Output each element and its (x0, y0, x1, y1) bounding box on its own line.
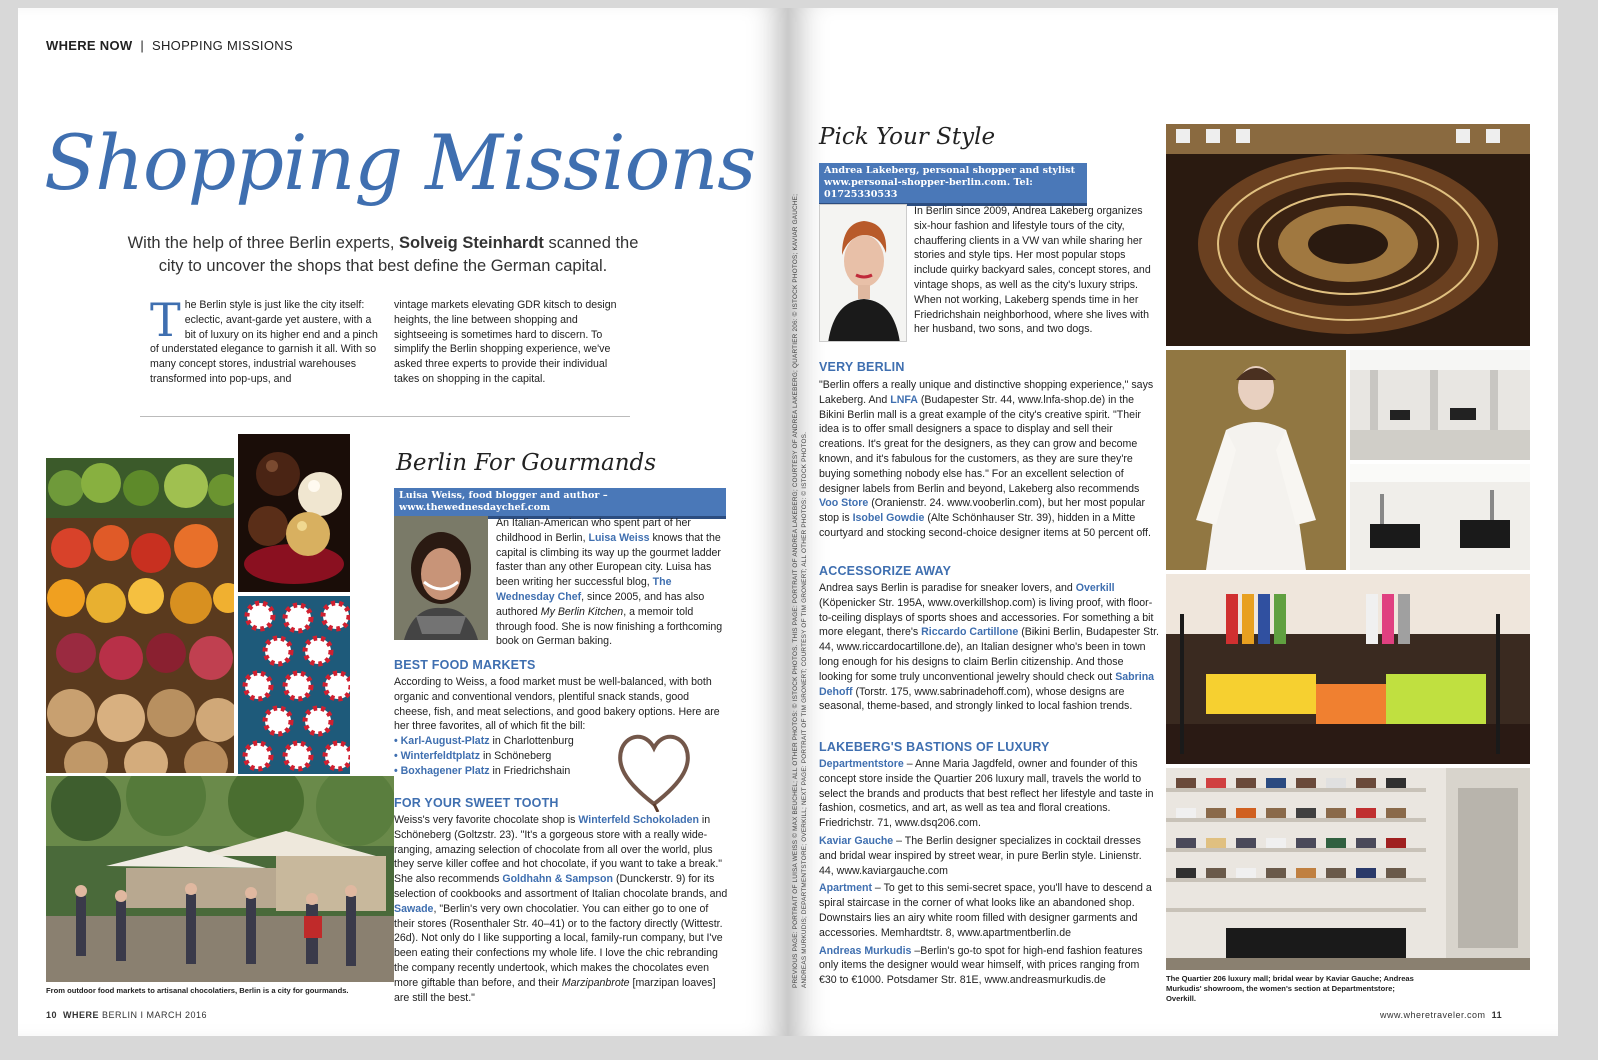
market-name: • Boxhagener Platz (394, 764, 490, 777)
truffles-illustration (238, 434, 350, 592)
footer-issue: BERLIN I MARCH 2016 (99, 1010, 208, 1020)
market-item[interactable] (394, 749, 624, 764)
markets-list (394, 734, 624, 778)
sweet-heading: FOR YOUR SWEET TOOTH (394, 796, 559, 810)
sweet-text-5: [marzipan loaves] are still the best." (394, 976, 716, 1004)
womens-section-illustration (1350, 464, 1530, 570)
luxury-item-apartment (819, 881, 1159, 940)
sweet-text (394, 813, 728, 1005)
outdoor-market-photo (46, 776, 394, 982)
luisa-portrait (394, 516, 488, 640)
sabrina-link[interactable]: Sabrina Dehoff (819, 670, 1155, 698)
quartier-206-illustration (1166, 124, 1530, 346)
apartment-text: – To get to this semi-secret space, you'll have to descend a spiral staircase in the corner of what looks like an abandoned shop. Downstairs lies an airy white room filled with designer garments and accessories. Memhardtstr. 8, www.apartmentberlin.de (819, 882, 1152, 939)
overkill-illustration (1166, 768, 1530, 970)
acc-text-3: (Bikini Berlin, Budapester Str. 44, www.riccardocartillone.de), an Italian designer who's been in town long enough for his designs to claim Berlin citizenship. And those looking for some truly unconventional jewelry should check out (819, 626, 1160, 683)
market-item[interactable] (394, 764, 624, 779)
market-item[interactable] (394, 734, 624, 749)
overkill-photo (1166, 768, 1530, 970)
intro-column-2: vintage markets elevating GDR kitsch to design heights, the line between shopping and sightseeing is sometimes hard to discern. To simplify the Berlin shopping experience, we've asked three experts to provide their individual takes on shopping in the capital. (394, 299, 617, 385)
luisa-text-4: , a memoir told through food. She is now finishing a forthcoming book on German baking. (496, 605, 723, 648)
blog-link[interactable]: The Wednesday Chef (496, 576, 672, 603)
riccardo-link[interactable]: Riccardo Cartillone (921, 626, 1019, 639)
gourmands-title: Berlin For Gourmands (396, 450, 657, 476)
departmentstore-photo (1166, 574, 1530, 764)
very-text-2: (Budapester Str. 44, www.lnfa-shop.de) in the Bikini Berlin mall is a great example of the city's creative spirit. "Their idea is to offer small designers a space to display and sell their creations. It's great for the designers, as they can grow and become known, and it's fabulous for the customers, as they are sure they're buying something nobody else has." For an excellent selection of designer labels from Berlin and beyond, Lakeberg also recommends (819, 393, 1141, 495)
style-bar (819, 163, 1087, 206)
produce-market-photo (46, 458, 234, 773)
market-place: in Schöneberg (480, 749, 552, 762)
deck-author: Solveig Steinhardt (399, 234, 544, 252)
chocolate-truffles-photo (238, 434, 350, 592)
right-footer (1380, 1010, 1502, 1020)
very-text-3: (Oranienstr. 24. www.vooberlin.com), but her most popular stop is (819, 497, 1145, 525)
market-place: in Friedrichshain (489, 764, 571, 777)
left-page (18, 8, 788, 1036)
book-title: My Berlin Kitchen (540, 605, 624, 618)
very-heading: VERY BERLIN (819, 360, 905, 374)
right-caption: The Quartier 206 luxury mall; bridal wear by Kaviar Gauche; Andreas Murkudis' showroom, the women's section at Departmentstore; Overkill. (1166, 974, 1414, 1003)
departmentstore-illustration (1166, 574, 1530, 764)
sweet-text-4: , "Berlin's very own chocolatier. You can either go to one of their stores (Rosenthaler Str. 40–41) or to the factory directly (Wittestr. 26d). Not only do I like supporting a local, family-run company, but I've been eating their confections my whole life. I love the chic rebranding the company recently undertook, which makes the chocolates even more giftable than before, and their (394, 902, 723, 989)
right-page (788, 8, 1558, 1036)
acc-text-4: (Torstr. 175, www.sabrinadehoff.com), whose designs are seasonal, theme-based, and strongly linked to local fashion trends. (819, 685, 1133, 713)
winterfeld-link[interactable]: Winterfeld Schokoladen (578, 814, 699, 826)
gourmands-bar: Luisa Weiss, food blogger and author – www.thewednesdaychef.com (394, 488, 726, 519)
luxury-item-andreas (819, 944, 1159, 988)
markets-text: According to Weiss, a food market must be well-balanced, with both organic and conventional vendors, plentiful snack stands, good cheese, fish, and meat selections, and good bakery options. Here are her three favorites, all of which fit the bill: (394, 676, 720, 733)
markets-heading: BEST FOOD MARKETS (394, 658, 536, 672)
photo-credits-line-2: ANDREAS MURKUDIS; DEPARTMENTSTORE; OVERKILL; NEXT PAGE: PORTRAIT OF TIM GRONERT; COURTESY OF TIM GRONERT; ALL OTHER PHOTOS: © ISTOCK PHOTOS. (801, 431, 808, 988)
luisa-text-3: , since 2005, and has also authored (496, 590, 705, 618)
andreas-link[interactable]: Andreas Murkudis (819, 944, 912, 957)
showroom-photo (1350, 350, 1530, 460)
market-name: • Winterfeldtplatz (394, 749, 481, 762)
deck-text-2: scanned the city to uncover the shops that best define the German capital. (158, 234, 639, 275)
left-caption: From outdoor food markets to artisanal chocolatiers, Berlin is a city for gourmands. (46, 986, 349, 995)
divider-rule (140, 416, 630, 417)
luxury-item-kaviar (819, 834, 1159, 878)
accessorize-text (819, 581, 1159, 714)
sweet-text-1: Weiss's very favorite chocolate shop is (394, 814, 579, 826)
luxury-list (819, 757, 1159, 988)
drop-cap: T (150, 293, 181, 347)
style-title: Pick Your Style (819, 124, 996, 150)
peppermints-illustration (238, 596, 350, 774)
market-place: in Charlottenburg (489, 735, 574, 747)
luisa-portrait-illustration (394, 516, 488, 640)
photo-credits-line-1: PREVIOUS PAGE: PORTRAIT OF LUISA WEISS © MAX BEUCHEL; ALL OTHER PHOTOS: © ISTOCK PHOTOS. THIS PAGE: PORTRAIT OF ANDREA LAKEBERG; COURTESY OF ANDREA LAKEBERG; QUARTIER 206: © ISTOCK PHOTOS; KAVIAR GAUCHE; (792, 193, 799, 988)
peppermint-candies-photo (238, 596, 350, 774)
very-text-1: "Berlin offers a really unique and distinctive shopping experience," says Lakeberg. And (819, 379, 1154, 406)
acc-text-2: (Köpenicker Str. 195A, www.overkillshop.com) is living proof, with floor-to-ceiling displays of sports shoes and accessories. For something a bit more elegant, there's (819, 596, 1154, 639)
accessorize-heading: ACCESSORIZE AWAY (819, 564, 952, 578)
intro-text-1: he Berlin style is just like the city itself: eclectic, avant-garde yet austere, with a bit of luxury on its higher end and a pinch of understated elegance to garnish it all. With so many concept stores, industrial warehouses transformed into pop-ups, and (150, 299, 378, 385)
footer-brand: WHERE (63, 1010, 100, 1020)
luxury-item-departmentstore (819, 757, 1159, 831)
showroom-illustration (1350, 350, 1530, 460)
footer-url[interactable]: www.wheretraveler.com (1380, 1010, 1486, 1020)
very-text-4: (Alte Schönhauser Str. 39), hidden in a Mitte courtyard and stocking second-choice designer items at 50 percent off. (819, 512, 1151, 539)
departmentstore-link[interactable]: Departmentstore (819, 758, 904, 770)
overkill-link[interactable]: Overkill (1075, 582, 1115, 594)
voo-link[interactable]: Voo Store (819, 497, 869, 510)
apartment-link[interactable]: Apartment (819, 882, 872, 895)
kaviar-link[interactable]: Kaviar Gauche (819, 834, 894, 847)
page-number-left: 10 (46, 1010, 58, 1020)
section-tag-light: SHOPPING MISSIONS (152, 38, 293, 53)
andrea-portrait (819, 204, 907, 342)
andreas-text: –Berlin's go-to spot for high-end fashion features only items the designer would wear himself, with prices ranging from €30 to €1000. Potsdamer Str. 81E, www.andreasmurkudis.de (819, 944, 1143, 987)
very-text (819, 378, 1159, 541)
departmentstore-text: – Anne Maria Jagdfeld, owner and founder of this concept store inside the Quartier 206 luxury mall, travels the world to select the brands and products that best reflect her lifestyle and taste in fashion, cosmetics, and art, as well as tea and floral creations. Friedrichstr. 71, www.dsq206.com. (819, 758, 1154, 830)
left-footer (46, 1010, 207, 1020)
luisa-intro (496, 516, 724, 649)
goldhahn-link[interactable]: Goldhahn & Sampson (502, 873, 613, 886)
sawade-link[interactable]: Sawade (394, 902, 434, 915)
luisa-text-1: An Italian-American who spent part of her childhood in Berlin, (496, 517, 691, 544)
page-number-right: 11 (1491, 1010, 1503, 1020)
sweet-text-2: in Schöneberg (Goltzstr. 23). "It's a gorgeous store with a really wide-ranging, amazing selection of chocolate from all over the world, plus they serve killer coffee and hot chocolate, if you want to take a break." She also recommends (394, 814, 723, 886)
luisa-text-2: knows that the capital is climbing its way up the gourmet ladder faster than any other European city. Luisa has been writing her successful blog, (496, 531, 721, 589)
kaviar-text: – The Berlin designer specializes in cocktail dresses and bridal wear inspired by street wear, in pure Berlin style. Linienstr. 44, www.kaviargauche.com (819, 834, 1142, 877)
sweet-text-3: (Dunckerstr. 9) for its selection of cookbooks and assortment of Italian chocolate brands, and (394, 873, 728, 900)
page-title: Shopping Missions (44, 118, 756, 207)
section-tag-bold: WHERE NOW (46, 38, 133, 53)
bridal-wear-illustration (1166, 350, 1346, 570)
section-tag-separator: | (140, 38, 145, 53)
womens-section-photo (1350, 464, 1530, 570)
luisa-name-link[interactable]: Luisa Weiss (588, 531, 650, 544)
quartier-206-photo (1166, 124, 1530, 346)
style-bar-line-2: www.personal-shopper-berlin.com. Tel: 01725330533 (824, 177, 1033, 200)
chocolate-heart-icon (614, 726, 694, 812)
acc-text-1: Andrea says Berlin is paradise for sneaker lovers, and (819, 582, 1076, 594)
luxury-heading: LAKEBERG'S BASTIONS OF LUXURY (819, 740, 1050, 754)
produce-market-illustration (46, 458, 234, 773)
article-deck (113, 232, 653, 278)
marzipan-term: Marzipanbrote (561, 976, 630, 989)
style-bar-line-1: Andrea Lakeberg, personal shopper and stylist (824, 165, 1076, 176)
section-tag (46, 38, 293, 53)
market-name: • Karl-August-Platz (394, 735, 490, 747)
lnfa-link[interactable]: LNFA (890, 393, 918, 406)
intro-column-1 (150, 293, 382, 387)
outdoor-market-illustration (46, 776, 394, 982)
bridal-wear-photo (1166, 350, 1346, 570)
deck-text-1: With the help of three Berlin experts, (127, 234, 400, 252)
andrea-bio: In Berlin since 2009, Andrea Lakeberg organizes six-hour fashion and lifestyle tours of the city, chauffering clients in a VW van while sharing her stories and style tips. Her most popular stops include quirky backyard sales, concept stores, and vintage shops, as well as the city's luxury strips. When not working, Lakeberg spends time in her Friedrichshain neighborhood, where she lives with her husband, two sons, and two dogs. (914, 205, 1151, 336)
andrea-portrait-illustration (820, 205, 907, 342)
isobel-link[interactable]: Isobel Gowdie (852, 512, 925, 525)
